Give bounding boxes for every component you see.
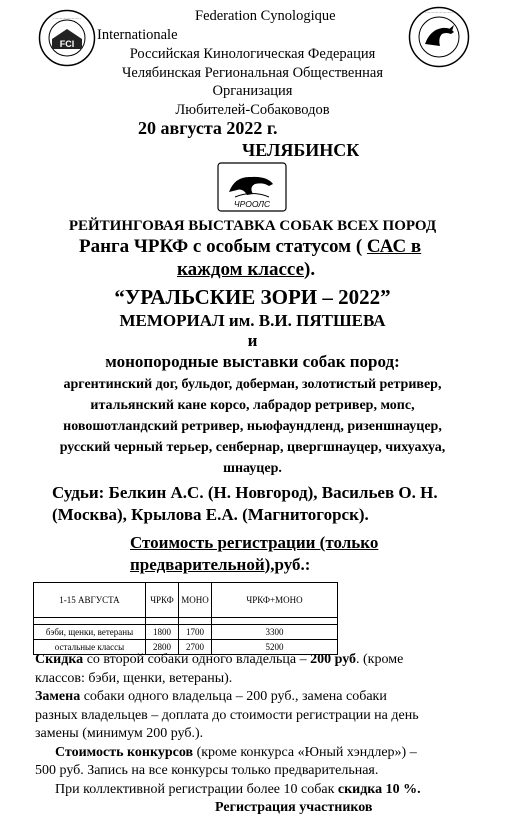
table-header-cell: ЧРКФ [146, 583, 179, 618]
event-city: ЧЕЛЯБИНСК [242, 140, 360, 160]
event-cac-text: САС в [366, 236, 422, 257]
org-line: Российская Кинологическая Федерация [129, 46, 376, 62]
breed-list [0, 374, 505, 479]
price-table [33, 582, 338, 655]
event-line2 [79, 236, 421, 258]
pricing-heading-line1: Стоимость регистрации (только [130, 533, 379, 552]
org-name [95, 45, 410, 119]
svg-text:·····················: ····················· [53, 16, 81, 21]
pricing-heading-line2: предварительной [130, 555, 265, 574]
breed-line: русский черный терьер, сенбернар, цвергшнауцер, чихуахуа, [59, 440, 446, 455]
discount-line2: классов: бэби, щенки, ветераны). [35, 670, 233, 686]
table-cell: 2800 [146, 640, 179, 655]
judges-line1: Белкин А.С. (Н. Новгород), Васильев О. Н. [104, 483, 438, 502]
fci-name-line1: Federation Cynologique [195, 8, 336, 24]
table-cell: 3300 [212, 625, 338, 640]
discount-line1: Скидка со второй собаки одного владельца – 200 руб. (кроме [35, 652, 404, 667]
judges-line2: (Москва), Крылова Е.А. (Магнитогорск). [52, 505, 369, 524]
event-title: “УРАЛЬСКИЕ ЗОРИ – 2022” [114, 285, 391, 309]
judges-block [52, 482, 502, 526]
breed-line: новошотландский ретривер, ньюфаундленд, ризеншнауцер, [63, 419, 442, 434]
table-cell: 5200 [212, 640, 338, 655]
table-cell: остальные классы [34, 640, 146, 655]
replace-line2: разных владельцев – доплата до стоимости регистрации на день [35, 707, 419, 723]
breed-line: шнауцер. [223, 461, 282, 476]
org-line: Любителей-Собаководов [175, 101, 330, 118]
event-memorial: МЕМОРИАЛ им. В.И. ПЯТШЕВА [119, 311, 386, 330]
event-line3: каждом классе). [177, 259, 316, 280]
registration-heading: Регистрация участников [215, 800, 373, 815]
pricing-heading: Стоимость регистрации (только предварительной),руб.: [130, 533, 379, 574]
fci-logo [38, 9, 96, 67]
fci-logo-text: FCI [59, 39, 75, 49]
fci-name-line2: Internationale [97, 27, 178, 43]
event-mono: монопородные выставки собак пород: [105, 352, 400, 371]
event-line1: РЕЙТИНГОВАЯ ВЫСТАВКА СОБАК ВСЕХ ПОРОД [68, 218, 437, 234]
table-header-cell: МОНО [179, 583, 212, 618]
event-line2-text: Ранга ЧРКФ с особым статусом ( [79, 236, 367, 257]
table-header-row [34, 583, 338, 618]
org-line: Организация [212, 83, 293, 99]
chrools-logo [217, 162, 287, 212]
judges-label: Судьи: [52, 483, 105, 502]
table-row [34, 625, 338, 640]
event-class-text: каждом классе [177, 259, 305, 280]
chrools-logo-text: ЧРООЛС [233, 199, 271, 209]
event-date: 20 августа 2022 г. [138, 118, 278, 138]
org-line: Челябинская Региональная Общественная [122, 64, 383, 81]
table-header-cell: ЧРКФ+МОНО [212, 583, 338, 618]
group-line: При коллективной регистрации более 10 собак скидка 10 %. [55, 781, 421, 797]
contest-line1: Стоимость конкурсов (кроме конкурса «Юный хэндлер») – [55, 744, 417, 760]
table-header-cell: 1-15 АВГУСТА [34, 583, 146, 618]
breed-line: аргентинский дог, бульдог, доберман, золотистый ретривер, [63, 377, 442, 392]
table-cell: 1700 [179, 625, 212, 640]
rkf-logo [408, 6, 470, 68]
breed-line: итальянский кане корсо, лабрадор ретривер, мопс, [90, 398, 415, 413]
table-cell: 2700 [179, 640, 212, 655]
replace-line3: замены (минимум 200 руб.). [35, 726, 204, 741]
event-and: и [247, 331, 258, 350]
contest-line2: 500 руб. Запись на все конкурсы только предварительная. [35, 763, 379, 778]
replace-line1: Замена собаки одного владельца – 200 руб., замена собаки [35, 689, 387, 704]
table-cell: 1800 [146, 625, 179, 640]
table-cell: бэби, щенки, ветераны [34, 625, 146, 640]
svg-text:·····················: ····················· [425, 10, 453, 15]
notes-block [35, 651, 485, 818]
